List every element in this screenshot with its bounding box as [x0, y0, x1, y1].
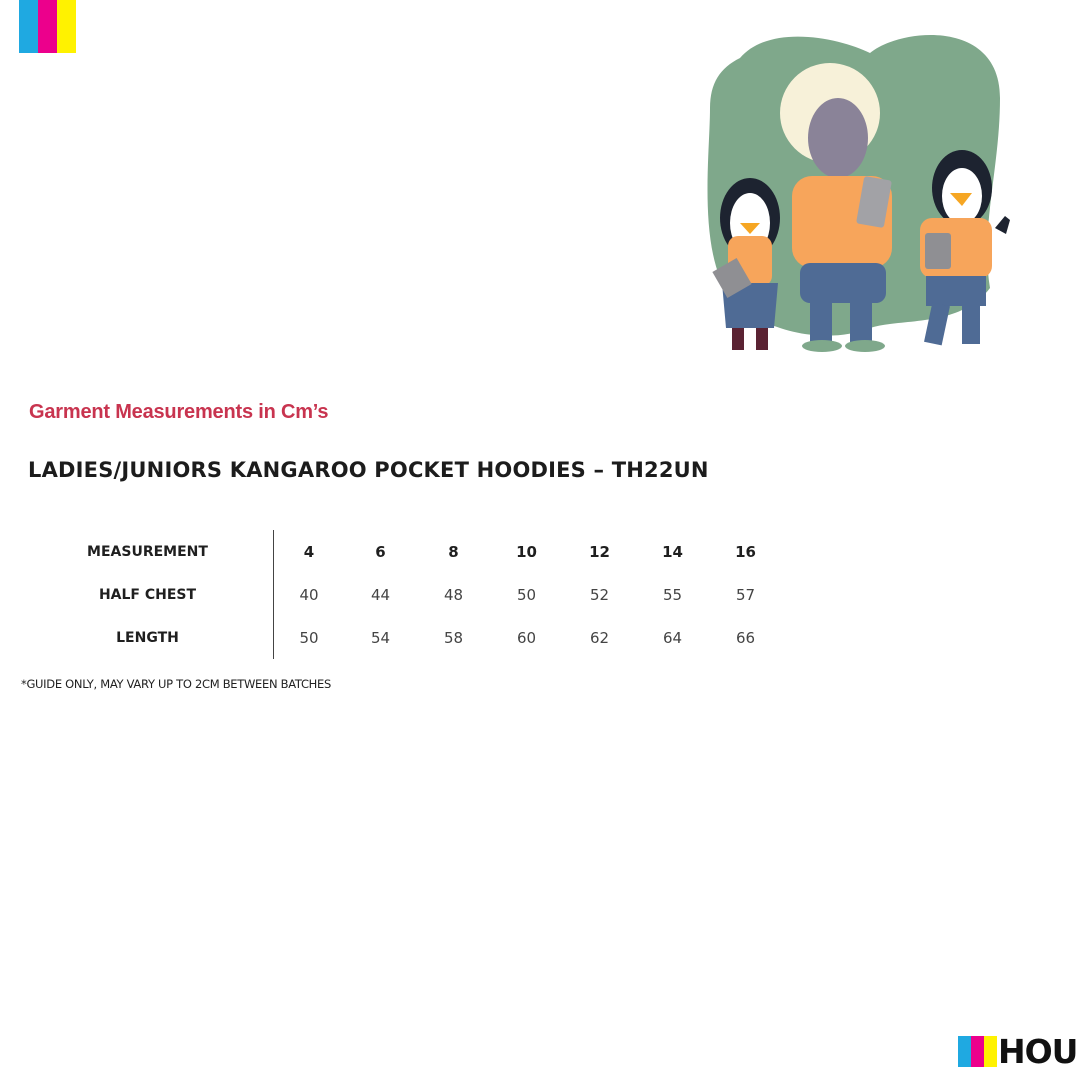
cmy-stripes-icon: [958, 1036, 997, 1067]
size-header-cell: 6: [375, 542, 386, 561]
cyan-stripe: [958, 1036, 971, 1067]
value-cell: 50: [516, 585, 537, 604]
mascots-illustration-icon: [700, 28, 1020, 358]
right-penguin: [920, 150, 1010, 345]
magenta-stripe: [971, 1036, 984, 1067]
value-cell: 50: [299, 628, 319, 647]
size-header-cell: 8: [448, 542, 459, 561]
value-cell: 44: [370, 585, 391, 604]
brand-wordmark: HOU: [998, 1032, 1078, 1071]
value-cell: 57: [735, 585, 756, 604]
value-cell: 58: [443, 628, 464, 647]
row-label-cell: HALF CHEST: [30, 573, 274, 616]
page-title: LADIES/JUNIORS KANGAROO POCKET HOODIES – TH22UN: [28, 458, 709, 482]
footnote: *GUIDE ONLY, MAY VARY UP TO 2CM BETWEEN BATCHES: [21, 677, 331, 691]
table-header-row: [30, 530, 782, 573]
size-header-cell: 16: [735, 542, 756, 561]
magenta-stripe: [38, 0, 57, 53]
value-cell: 48: [443, 585, 464, 604]
value-cell: 54: [370, 628, 391, 647]
value-cell: 52: [589, 585, 610, 604]
value-cell: 66: [735, 628, 756, 647]
value-cell: 60: [516, 628, 537, 647]
header-label-cell: MEASUREMENT: [30, 530, 274, 573]
value-cell: 40: [299, 585, 319, 604]
brand-logo: [958, 1032, 1078, 1071]
row-label-cell: LENGTH: [30, 616, 274, 659]
size-header-cell: 14: [662, 542, 683, 561]
cmy-stripes-icon: [19, 0, 76, 53]
yellow-stripe: [57, 0, 76, 53]
page-subtitle: Garment Measurements in Cm’s: [29, 401, 329, 423]
value-cell: 55: [662, 585, 683, 604]
table-row: [30, 616, 782, 659]
value-cell: 62: [589, 628, 610, 647]
table-row: [30, 573, 782, 616]
size-header-cell: 10: [516, 542, 537, 561]
value-cell: 64: [662, 628, 683, 647]
size-header-cell: 4: [303, 542, 315, 561]
cyan-stripe: [19, 0, 38, 53]
yellow-stripe: [984, 1036, 997, 1067]
size-header-cell: 12: [589, 542, 610, 561]
size-chart-table: [30, 530, 782, 659]
